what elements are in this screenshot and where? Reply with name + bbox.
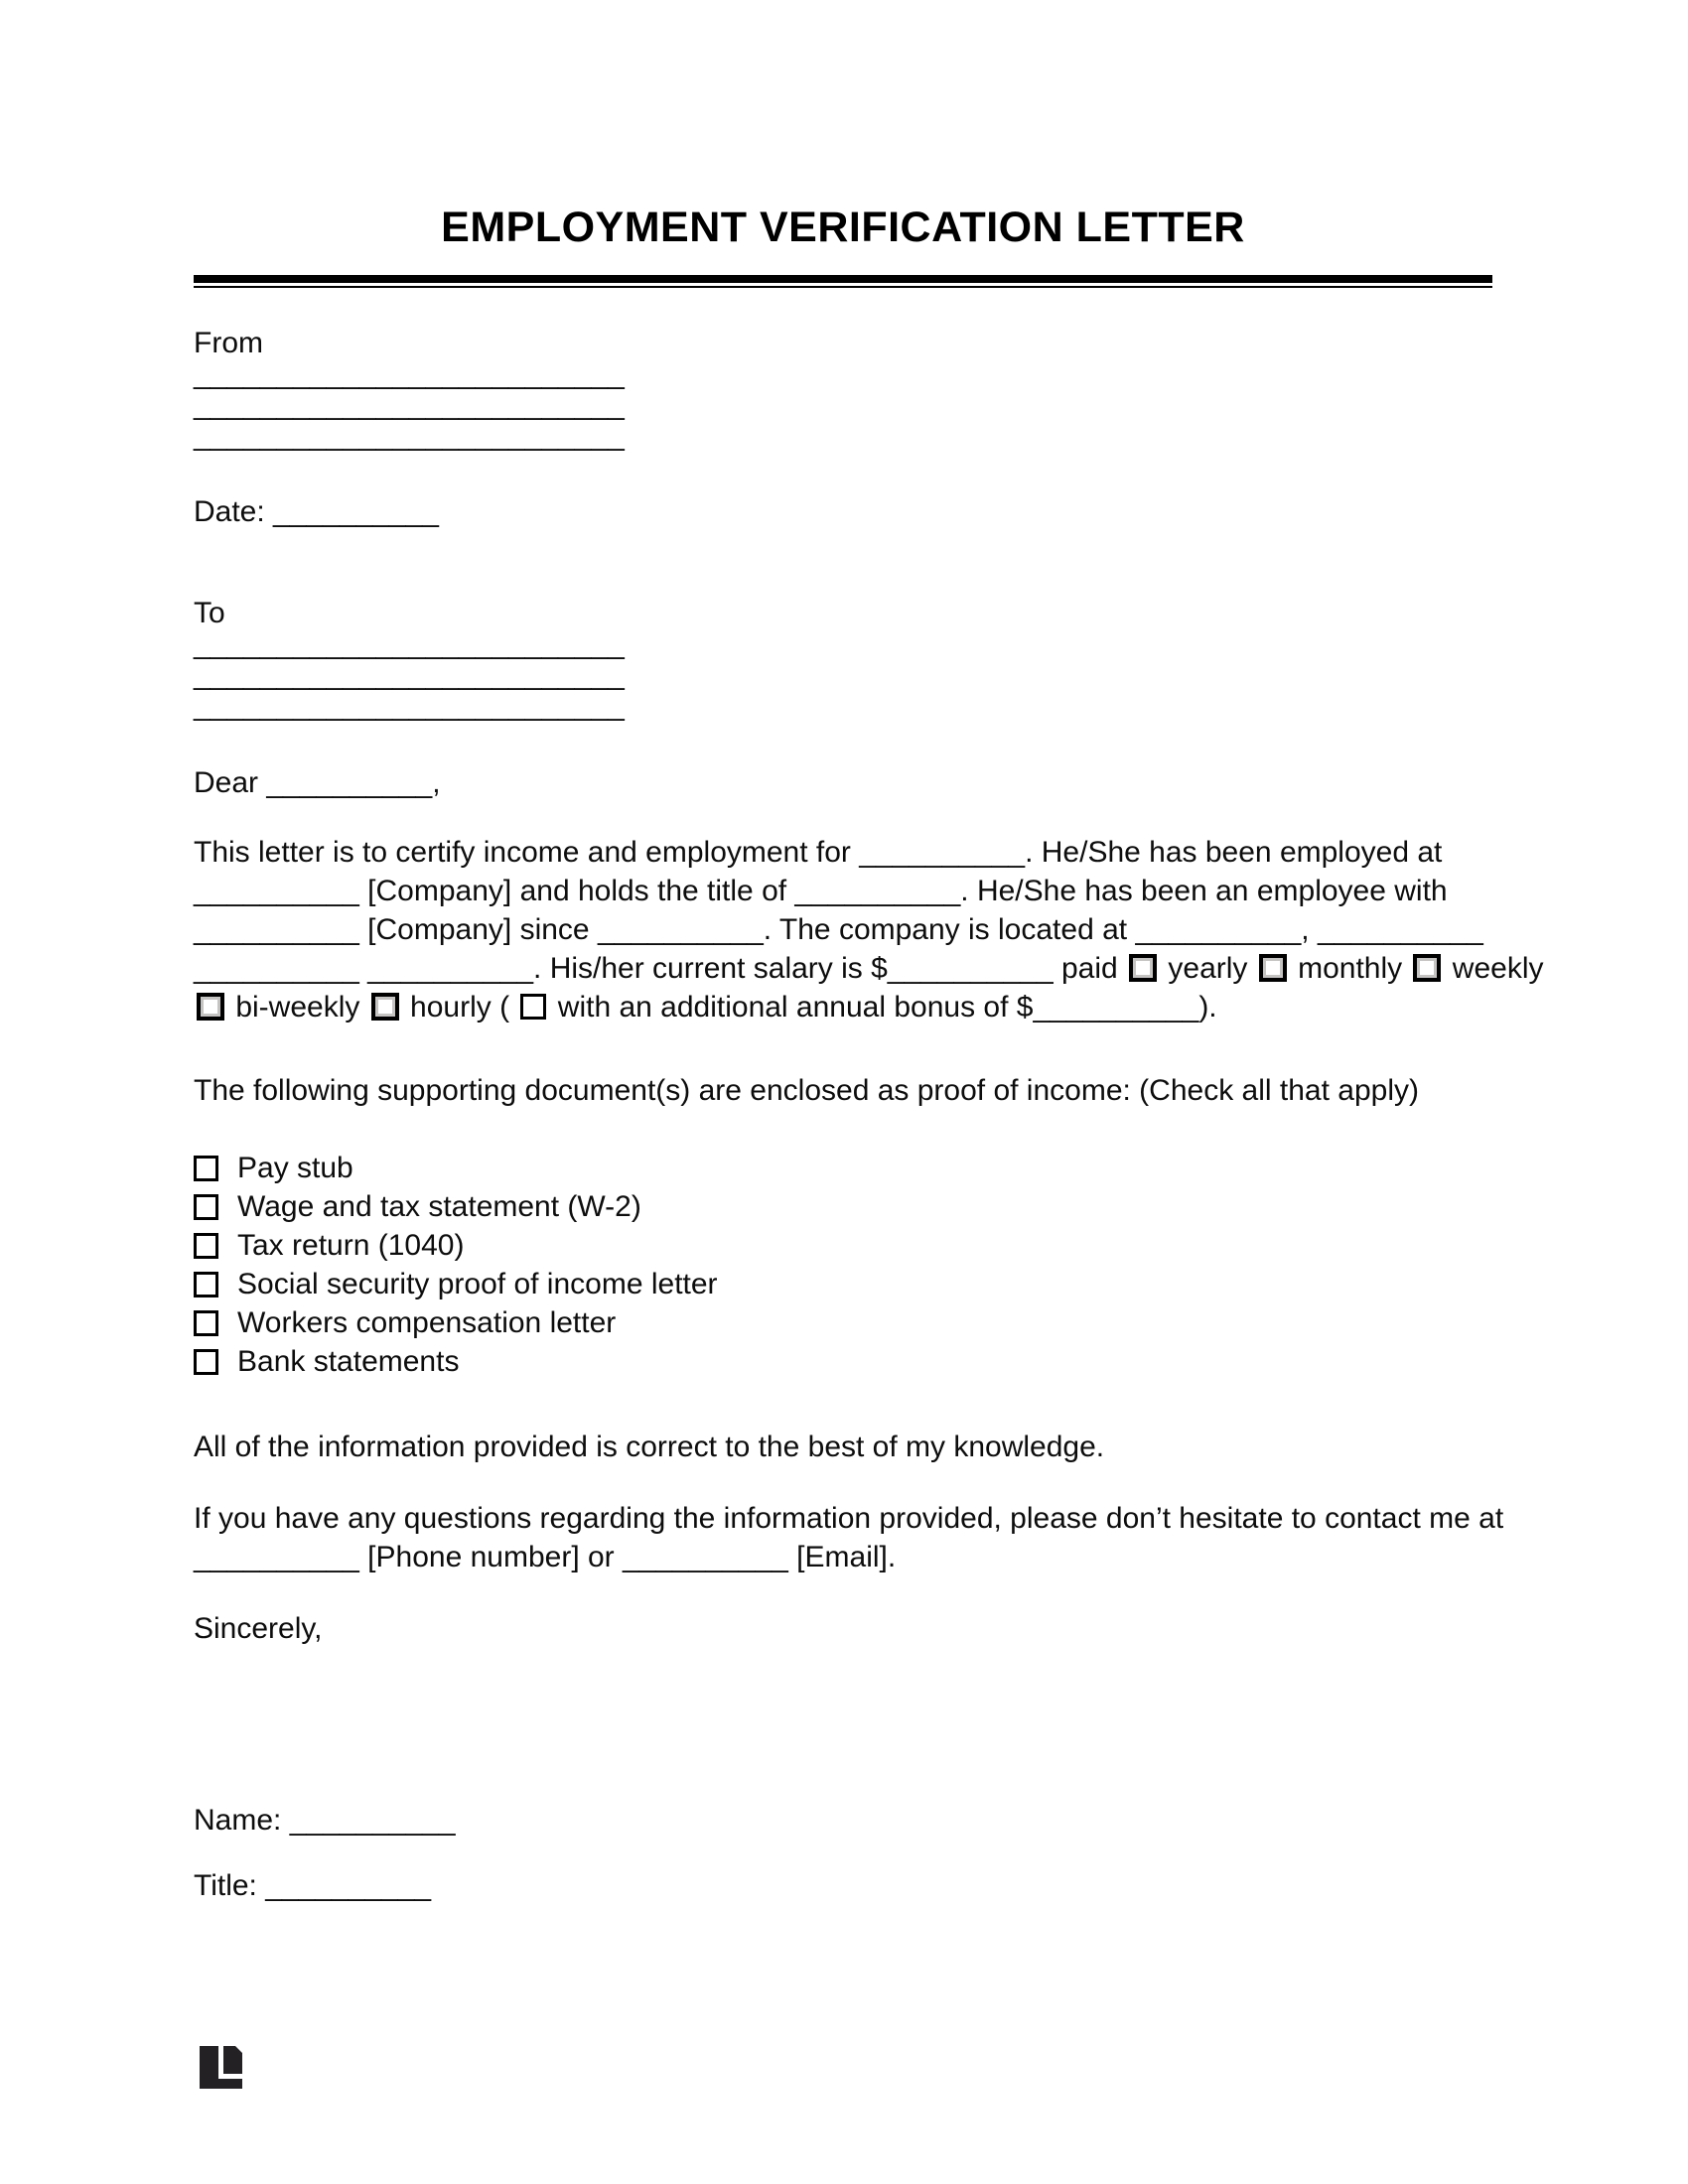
checkbox-hourly[interactable] bbox=[371, 993, 399, 1021]
body-text: yearly bbox=[1160, 952, 1256, 985]
body-text: __________ [Company] and holds the title of __________. He/She has been an employee with bbox=[194, 875, 1448, 907]
body-text: hourly ( bbox=[401, 991, 518, 1024]
checkbox-pay-stub[interactable] bbox=[194, 1156, 218, 1181]
contact-line: __________ [Phone number] or __________ [Email]. bbox=[194, 1541, 897, 1573]
body-line bbox=[194, 988, 1492, 1026]
from-blank-line: __________________________ bbox=[194, 388, 625, 421]
body-line bbox=[194, 872, 1492, 910]
logo-base bbox=[200, 2079, 242, 2089]
from-blank-line: __________________________ bbox=[194, 357, 625, 390]
to-blank-line: __________________________ bbox=[194, 658, 625, 691]
to-blank-line: __________________________ bbox=[194, 627, 625, 660]
title-rule bbox=[194, 275, 1492, 288]
to-blank-line: __________________________ bbox=[194, 689, 625, 722]
checkbox-yearly[interactable] bbox=[1129, 954, 1157, 982]
checkbox-additional-annual-bonus[interactable] bbox=[520, 994, 546, 1020]
supporting-documents-list bbox=[194, 1149, 1492, 1381]
supporting-intro: The following supporting document(s) are enclosed as proof of income: (Check all that apply) bbox=[194, 1074, 1419, 1107]
closing: Sincerely, bbox=[194, 1612, 323, 1645]
body-line bbox=[194, 910, 1492, 949]
checklist-item bbox=[194, 1342, 1492, 1381]
checkbox-weekly[interactable] bbox=[1413, 954, 1441, 982]
body-text: weekly bbox=[1444, 952, 1544, 985]
contact-paragraph bbox=[194, 1499, 1504, 1576]
date-line: Date: __________ bbox=[194, 495, 439, 528]
body-text: with an additional annual bonus of $__________). bbox=[549, 991, 1217, 1024]
title-rule-thin bbox=[194, 286, 1492, 288]
checkbox-bi-weekly[interactable] bbox=[197, 993, 224, 1021]
title-rule-thick bbox=[194, 275, 1492, 283]
checkbox-tax-return-1040[interactable] bbox=[194, 1233, 218, 1259]
contact-line: If you have any questions regarding the information provided, please don’t hesitate to contact me at bbox=[194, 1502, 1504, 1535]
from-label: From bbox=[194, 327, 263, 359]
logo-folded-page-icon bbox=[223, 2046, 242, 2074]
checkbox-social-security-proof-of-income-letter[interactable] bbox=[194, 1272, 218, 1297]
page-title: EMPLOYMENT VERIFICATION LETTER bbox=[441, 204, 1245, 251]
checklist-item bbox=[194, 1149, 1492, 1187]
to-label: To bbox=[194, 597, 225, 629]
checkbox-bank-statements[interactable] bbox=[194, 1349, 218, 1375]
checklist-item bbox=[194, 1187, 1492, 1226]
checklist-item bbox=[194, 1226, 1492, 1265]
checklist-label: Social security proof of income letter bbox=[237, 1267, 718, 1300]
checklist-item bbox=[194, 1265, 1492, 1303]
checklist-label: Tax return (1040) bbox=[237, 1228, 465, 1262]
salutation: Dear __________, bbox=[194, 766, 441, 799]
checklist-item bbox=[194, 1303, 1492, 1342]
body-line bbox=[194, 949, 1544, 988]
checkbox-monthly[interactable] bbox=[1259, 954, 1287, 982]
body-text: __________ __________. His/her current salary is $__________ paid bbox=[194, 952, 1127, 985]
checkbox-wage-and-tax-statement-w-2[interactable] bbox=[194, 1194, 218, 1220]
body-text: monthly bbox=[1289, 952, 1411, 985]
checklist-label: Pay stub bbox=[237, 1151, 353, 1184]
body-line bbox=[194, 833, 1492, 872]
from-blank-line: __________________________ bbox=[194, 419, 625, 452]
body-paragraph bbox=[194, 833, 1544, 1026]
body-text: __________ [Company] since __________. The company is located at __________, __________ bbox=[194, 913, 1483, 946]
body-text: bi-weekly bbox=[227, 991, 368, 1024]
confirmation-statement: All of the information provided is correct to the best of my knowledge. bbox=[194, 1431, 1105, 1463]
checklist-label: Workers compensation letter bbox=[237, 1305, 617, 1339]
signature-name-line: Name: __________ bbox=[194, 1804, 456, 1837]
checklist-label: Bank statements bbox=[237, 1344, 460, 1378]
checkbox-workers-compensation-letter[interactable] bbox=[194, 1310, 218, 1336]
checklist-label: Wage and tax statement (W-2) bbox=[237, 1189, 641, 1223]
signature-title-line: Title: __________ bbox=[194, 1869, 432, 1902]
legaltemplates-logo bbox=[200, 2046, 242, 2089]
body-text: This letter is to certify income and employment for __________. He/She has been employed at bbox=[194, 836, 1443, 869]
